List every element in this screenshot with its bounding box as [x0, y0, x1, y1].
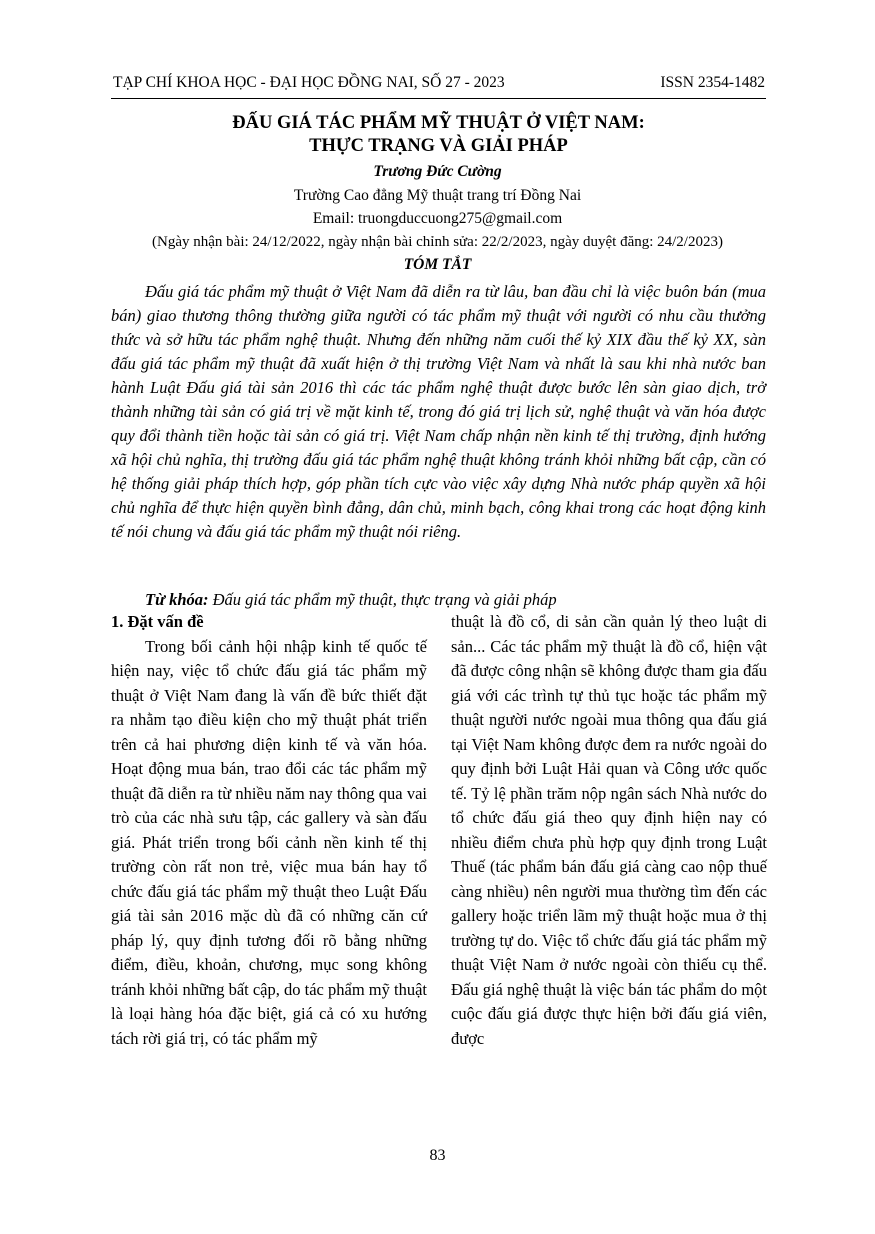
abstract-heading: TÓM TẮT — [403, 256, 472, 273]
author-affiliation: Trường Cao đẳng Mỹ thuật trang trí Đồng Nai — [293, 187, 582, 204]
right-column — [451, 610, 767, 1051]
journal-name: TẠP CHÍ KHOA HỌC - ĐẠI HỌC ĐỒNG NAI, SỐ 27 - 2023 — [113, 74, 505, 91]
keywords — [145, 589, 765, 611]
left-column — [111, 610, 427, 1051]
right-column-text: thuật là đồ cổ, di sản cần quản lý theo luật di sản... Các tác phẩm mỹ thuật là đồ cổ, hiện vật đã được công nhận sẽ không được tham gia đấu giá với các trình tự thủ tục hoặc tác phẩm mỹ thuật người nước ngoài mua thông qua đấu giá tại Việt Nam không được đem ra nước ngoài do quy định bởi Luật Hải quan và Công ước quốc tế. Tỷ lệ phần trăm nộp ngân sách Nhà nước do tổ chức đấu giá theo quy định hiện nay có nhiều điểm chưa phù hợp quy định trong Luật Thuế (tác phẩm bán đấu giá càng cao nộp thuế càng nhiều) nên người mua thường tìm đến các gallery hoặc triển lãm mỹ thuật hoặc mua ở thị trường tự do. Việc tổ chức đấu giá tác phẩm mỹ thuật Việt Nam ở nước ngoài còn thiếu cụ thể. Đấu giá nghệ thuật là việc bán tác phẩm do một cuộc đấu giá được thực hiện bởi đấu giá viên, được — [451, 612, 767, 1048]
keywords-text: Đấu giá tác phẩm mỹ thuật, thực trạng và giải pháp — [212, 590, 557, 609]
page-number: 83 — [429, 1147, 446, 1164]
title-line-2: THỰC TRẠNG VÀ GIẢI PHÁP — [309, 136, 568, 156]
title-line-1: ĐẤU GIÁ TÁC PHẨM MỸ THUẬT Ở VIỆT NAM: — [232, 113, 645, 133]
issn: ISSN 2354-1482 — [660, 74, 765, 91]
author-name: Trương Đức Cường — [373, 163, 502, 180]
running-header — [113, 74, 765, 93]
abstract-text: Đấu giá tác phẩm mỹ thuật ở Việt Nam đã diễn ra từ lâu, ban đầu chỉ là việc buôn bán (mua bán) giao thương thông thường giữa người có tác phẩm mỹ thuật với người có nhu cầu thưởng thức và sở hữu tác phẩm nghệ thuật. Nhưng đến những năm cuối thế kỷ XIX đầu thế kỷ XX, sàn đấu giá tác phẩm mỹ thuật đã xuất hiện ở thị trường Việt Nam và nhất là sau khi nhà nước ban hành Luật Đấu giá tài sản 2016 thì các tác phẩm nghệ thuật được bước lên sàn giao dịch, trở thành những tài sản có giá trị về mặt kinh tế, trong đó giá trị lịch sử, nghệ thuật và văn hóa được quy đổi thành tiền hoặc tài sản có giá trị. Việt Nam chấp nhận nền kinh tế thị trường, định hướng xã hội chủ nghĩa, thị trường đấu giá tác phẩm nghệ thuật không tránh khỏi những bất cập, cần có hệ thống giải pháp thích hợp, góp phần tích cực vào việc xây dựng Nhà nước pháp quyền xã hội chủ nghĩa để thực hiện quyền bình đẳng, dân chủ, minh bạch, công khai trong các hoạt động kinh tế nói chung và đấu giá tác phẩm mỹ thuật nói riêng. — [111, 282, 766, 541]
article-title — [111, 112, 766, 158]
author-email: Email: truongduccuong275@gmail.com — [312, 210, 563, 227]
keywords-label: Từ khóa: — [145, 590, 209, 609]
section-heading: 1. Đặt vấn đề — [111, 612, 204, 631]
left-column-text: Trong bối cảnh hội nhập kinh tế quốc tế hiện nay, việc tổ chức đấu giá tác phẩm mỹ thuật ở Việt Nam đang là vấn đề bức thiết đặt ra nhằm tạo điều kiện cho mỹ thuật phát triển trên cả hai phương diện kinh tế và văn hóa. Hoạt động mua bán, trao đổi các tác phẩm mỹ thuật đã diễn ra từ nhiều năm nay thông qua vai trò của các nhà sưu tập, các gallery và sàn đấu giá. Phát triển trong bối cảnh nền kinh tế thị trường còn rất non trẻ, việc mua bán hay tổ chức đấu giá tác phẩm mỹ thuật theo Luật Đấu giá tài sản 2016 mặc dù đã có những căn cứ pháp lý, quy định tương đối rõ bằng những điểm, điều, khoản, chương, mục song không tránh khỏi những bất cập, do tác phẩm mỹ thuật là loại hàng hóa đặc biệt, giá cả có xu hướng tách rời giá trị, có tác phẩm mỹ — [111, 636, 427, 1048]
header-divider — [111, 98, 766, 99]
article-dates: (Ngày nhận bài: 24/12/2022, ngày nhận bài chỉnh sửa: 22/2/2023, ngày duyệt đăng: 24/2/2023) — [152, 234, 723, 250]
